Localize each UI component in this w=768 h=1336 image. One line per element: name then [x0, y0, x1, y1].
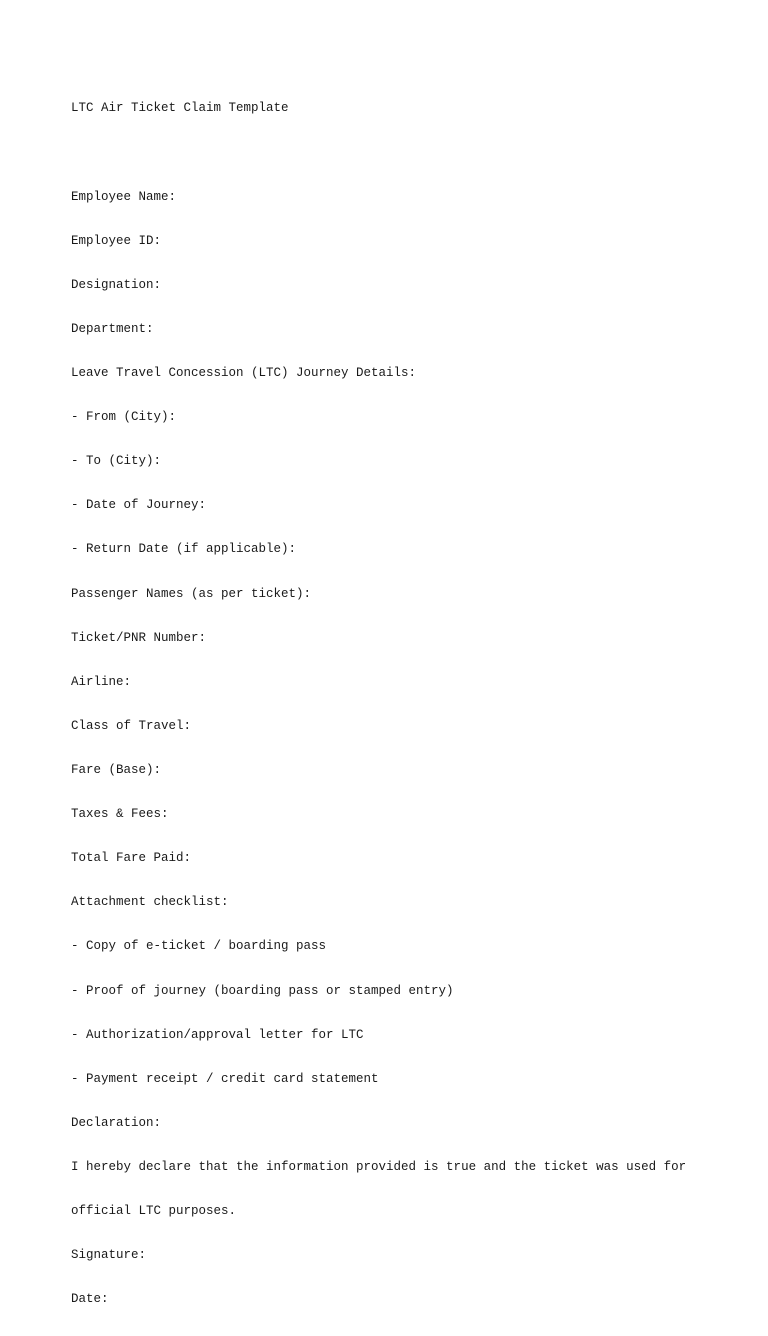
total-fare-label: Total Fare Paid:: [71, 851, 192, 866]
document-title: LTC Air Ticket Claim Template: [71, 101, 289, 116]
taxes-fees-label: Taxes & Fees:: [71, 807, 169, 822]
date-label: Date:: [71, 1292, 109, 1307]
declaration-heading: Declaration:: [71, 1115, 162, 1130]
fare-base-label: Fare (Base):: [71, 763, 162, 778]
employee-name-label: Employee Name:: [71, 189, 177, 204]
declaration-text-line: official LTC purposes.: [71, 1204, 237, 1219]
checklist-item: - Authorization/approval letter for LTC: [71, 1027, 364, 1042]
checklist-item: - Payment receipt / credit card statement: [71, 1071, 379, 1086]
date-of-journey-label: - Date of Journey:: [71, 498, 207, 513]
from-city-label: - From (City):: [71, 410, 177, 425]
return-date-label: - Return Date (if applicable):: [71, 542, 297, 557]
signature-label: Signature:: [71, 1248, 147, 1263]
declaration-text-line: I hereby declare that the information provided is true and the ticket was used for: [71, 1160, 687, 1175]
checklist-item: - Copy of e-ticket / boarding pass: [71, 939, 327, 954]
journey-details-heading: Leave Travel Concession (LTC) Journey Details:: [71, 366, 417, 381]
airline-label: Airline:: [71, 674, 132, 689]
document-body: [71, 72, 711, 1336]
to-city-label: - To (City):: [71, 454, 162, 469]
pnr-number-label: Ticket/PNR Number:: [71, 630, 207, 645]
employee-id-label: Employee ID:: [71, 233, 162, 248]
department-label: Department:: [71, 321, 154, 336]
passenger-names-label: Passenger Names (as per ticket):: [71, 586, 312, 601]
blank-line: [71, 146, 711, 161]
class-of-travel-label: Class of Travel:: [71, 718, 192, 733]
attachment-checklist-heading: Attachment checklist:: [71, 895, 229, 910]
checklist-item: - Proof of journey (boarding pass or stamped entry): [71, 983, 454, 998]
designation-label: Designation:: [71, 277, 162, 292]
